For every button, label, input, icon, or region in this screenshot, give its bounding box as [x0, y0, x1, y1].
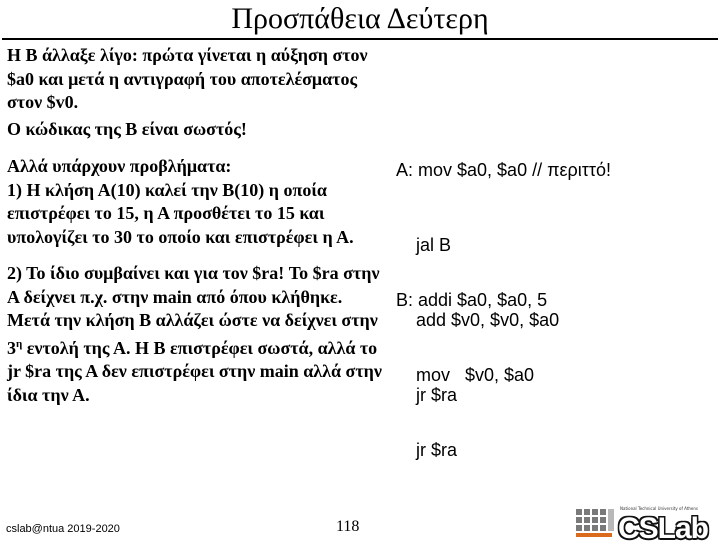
- slide-title: Προσπάθεια Δεύτερη: [231, 2, 489, 35]
- code-line: jr $ra: [396, 440, 458, 460]
- code-line: A: mov $a0, $a0 // περιττό!: [396, 160, 611, 180]
- code-line: B: addi $a0, $a0, 5: [396, 290, 548, 310]
- explanation-text: [7, 44, 387, 407]
- logo-university-text: National Technical University of Athens: [620, 506, 699, 511]
- paragraph-correct: Ο κώδικας της Β είναι σωστός!: [7, 118, 247, 139]
- paragraph-change: Η Β άλλαξε λίγο: πρώτα γίνεται η αύξηση στον $a0 και μετά η αντιγραφή του αποτελέσματος στον $v0.: [7, 45, 368, 112]
- code-block-b: [396, 240, 547, 486]
- superscript-eta: η: [16, 337, 23, 350]
- paragraph-problem-2: [7, 262, 387, 407]
- problem-2-text-b: εντολή της Α. Η Β επιστρέφει σωστά, αλλά το jr $ra της Α δεν επιστρέφει στην main αλλά στην ίδια την Α.: [7, 337, 382, 405]
- title-divider: [2, 38, 718, 40]
- footer-course-label: cslab@ntua 2019-2020: [6, 523, 120, 535]
- cslab-logo: [574, 506, 718, 545]
- page-number: 118: [336, 518, 360, 535]
- code-line: add $v0, $v0, $a0: [396, 310, 560, 330]
- chip-grid-icon: [574, 506, 618, 540]
- paragraph-problem-1: 1) Η κλήση Α(10) καλεί την Β(10) η οποία επιστρέφει το 15, η Α προσθέτει το 15 και υπολογίζει το 30 το οποίο και επιστρέφει η Α.: [7, 179, 354, 247]
- paragraph-problems: Αλλά υπάρχουν προβλήματα:: [7, 156, 232, 176]
- problem-2-text-a: 2) Το ίδιο συμβαίνει και για τον $ra! Το $ra στην Α δείχνει π.χ. στην main από όπου κλήθηκε. Μετά την κλήση Β αλλάζει ώστε να δείχνει στην 3: [7, 263, 380, 358]
- code-line: jr $ra: [396, 385, 458, 405]
- code-line: jal B: [396, 235, 452, 255]
- code-line: mov $v0, $a0: [396, 365, 535, 385]
- logo-wordmark: CSLab: [618, 512, 709, 545]
